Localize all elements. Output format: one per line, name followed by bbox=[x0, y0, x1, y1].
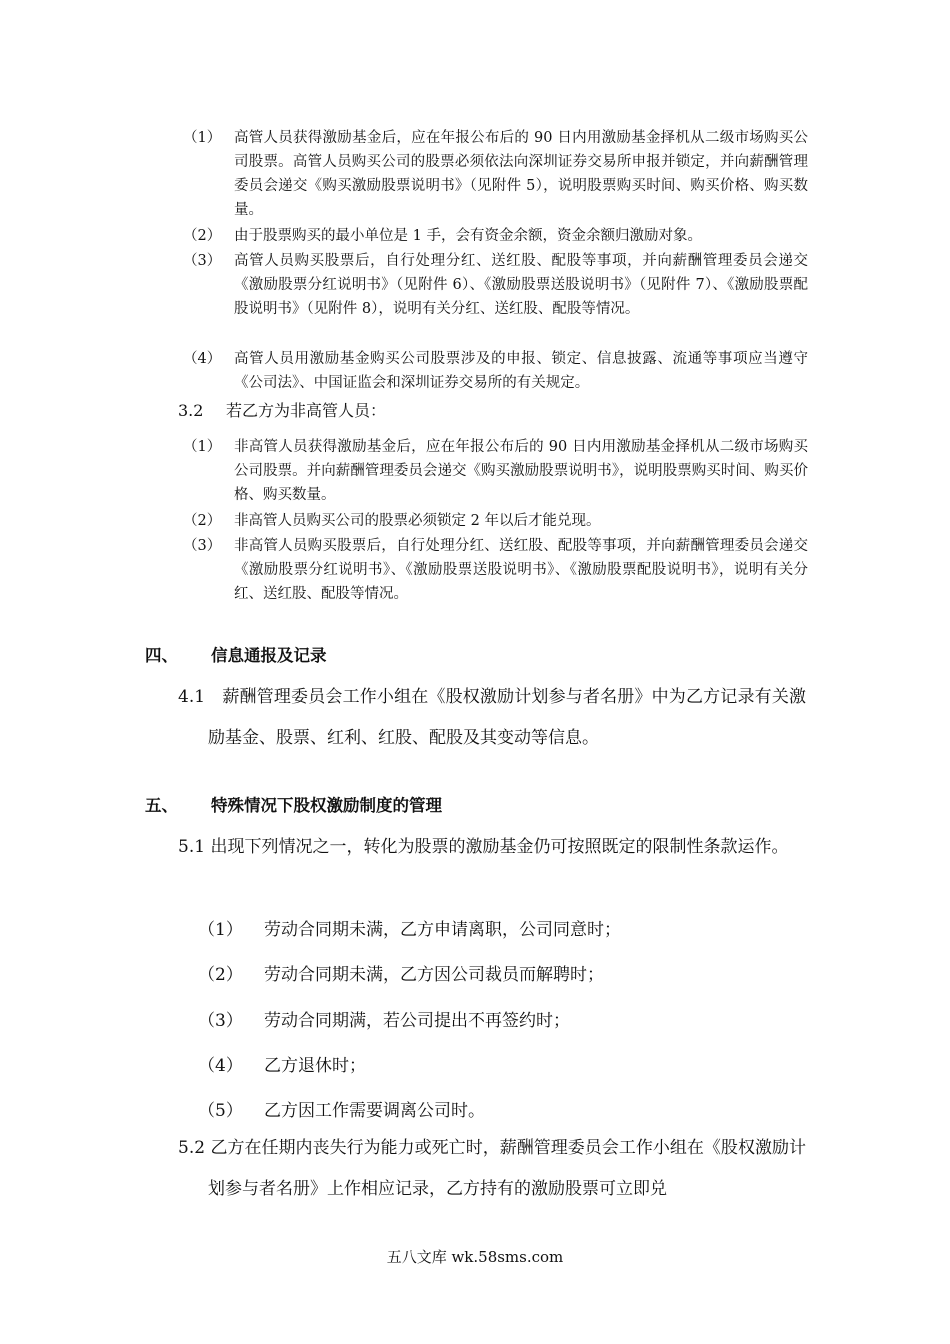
item-text: 非高管人员购买股票后，自行处理分红、送红股、配股等事项，并向薪酬管理委员会递交《激励股票分红说明书》、《激励股票送股说明书》、《激励股票配股说明书》，说明有关分红、送红股、配股等情况。 bbox=[234, 538, 808, 602]
section-heading bbox=[145, 644, 327, 668]
item-text: 由于股票购买的最小单位是 1 手，会有资金余额，资金余额归激励对象。 bbox=[234, 228, 702, 244]
item-number: （1） bbox=[198, 920, 243, 940]
item-text: 非高管人员获得激励基金后，应在年报公布后的 90 日内用激励基金择机从二级市场购买公司股票。并向薪酬管理委员会递交《购买激励股票说明书》，说明股票购买时间、购买价格、购买数量。 bbox=[234, 439, 808, 503]
list-item bbox=[198, 917, 621, 943]
section-number: 五、 bbox=[145, 796, 178, 815]
item-text: 劳动合同期未满，乙方申请离职，公司同意时； bbox=[264, 920, 621, 940]
list-item bbox=[198, 1008, 570, 1034]
list-item bbox=[198, 962, 604, 988]
item-number: （2） bbox=[183, 228, 222, 244]
subsection-number: 3.2 bbox=[178, 401, 204, 420]
item-number: （3） bbox=[183, 538, 222, 554]
item-text: 高管人员用激励基金购买公司股票涉及的申报、锁定、信息披露、流通等事项应当遵守《公司法》、中国证监会和深圳证券交易所的有关规定。 bbox=[234, 351, 808, 391]
item-number: （5） bbox=[198, 1101, 243, 1121]
page-footer: 五八文库 wk.58sms.com bbox=[386, 1248, 564, 1266]
section-title: 特殊情况下股权激励制度的管理 bbox=[211, 796, 442, 815]
item-text: 乙方退休时； bbox=[264, 1056, 366, 1076]
item-text: 劳动合同期满，若公司提出不再签约时； bbox=[264, 1011, 570, 1031]
item-text: 乙方因工作需要调离公司时。 bbox=[264, 1101, 485, 1121]
list-item bbox=[183, 249, 808, 345]
item-number: （4） bbox=[198, 1056, 243, 1076]
item-number: （2） bbox=[183, 513, 222, 529]
item-number: （4） bbox=[183, 351, 222, 367]
list-item bbox=[183, 224, 808, 248]
subsection-heading bbox=[178, 399, 386, 423]
list-item bbox=[183, 509, 808, 533]
item-text: 高管人员获得激励基金后，应在年报公布后的 90 日内用激励基金择机从二级市场购买公司股票。高管人员购买公司的股票必须依法向深圳证券交易所申报并锁定，并向薪酬管理委员会递交《购买激励股票说明书》（见附件 5），说明股票购买时间、购买价格、购买数量。 bbox=[234, 130, 808, 218]
paragraph: 4.1 薪酬管理委员会工作小组在《股权激励计划参与者名册》中为乙方记录有关激励基金、股票、红利、红股、配股及其变动等信息。 bbox=[178, 687, 806, 748]
paragraph: 5.1 出现下列情况之一，转化为股票的激励基金仍可按照既定的限制性条款运作。 bbox=[178, 837, 789, 857]
list-item bbox=[183, 347, 808, 395]
list-item bbox=[183, 534, 808, 606]
paragraph: 5.2 乙方在任期内丧失行为能力或死亡时，薪酬管理委员会工作小组在《股权激励计划参与者名册》上作相应记录，乙方持有的激励股票可立即兑 bbox=[178, 1138, 806, 1199]
item-number: （1） bbox=[183, 439, 222, 455]
section-number: 四、 bbox=[145, 646, 178, 665]
item-text: 非高管人员购买公司的股票必须锁定 2 年以后才能兑现。 bbox=[234, 513, 601, 529]
list-item bbox=[198, 1053, 366, 1079]
item-number: （2） bbox=[198, 965, 243, 985]
item-number: （3） bbox=[198, 1011, 243, 1031]
item-number: （1） bbox=[183, 130, 222, 146]
list-item bbox=[198, 1098, 485, 1124]
section-title: 信息通报及记录 bbox=[211, 646, 327, 665]
section-heading bbox=[145, 794, 442, 818]
item-number: （3） bbox=[183, 253, 222, 269]
item-text: 劳动合同期未满，乙方因公司裁员而解聘时； bbox=[264, 965, 604, 985]
subsection-title: 若乙方为非高管人员： bbox=[226, 401, 387, 420]
item-text: 高管人员购买股票后，自行处理分红、送红股、配股等事项，并向薪酬管理委员会递交《激励股票分红说明书》（见附件 6）、《激励股票送股说明书》（见附件 7）、《激励股票配股说明书》（见附件 8），说明有关分红、送红股、配股等情况。 bbox=[234, 253, 808, 317]
list-item bbox=[183, 435, 808, 507]
list-item bbox=[183, 126, 808, 222]
